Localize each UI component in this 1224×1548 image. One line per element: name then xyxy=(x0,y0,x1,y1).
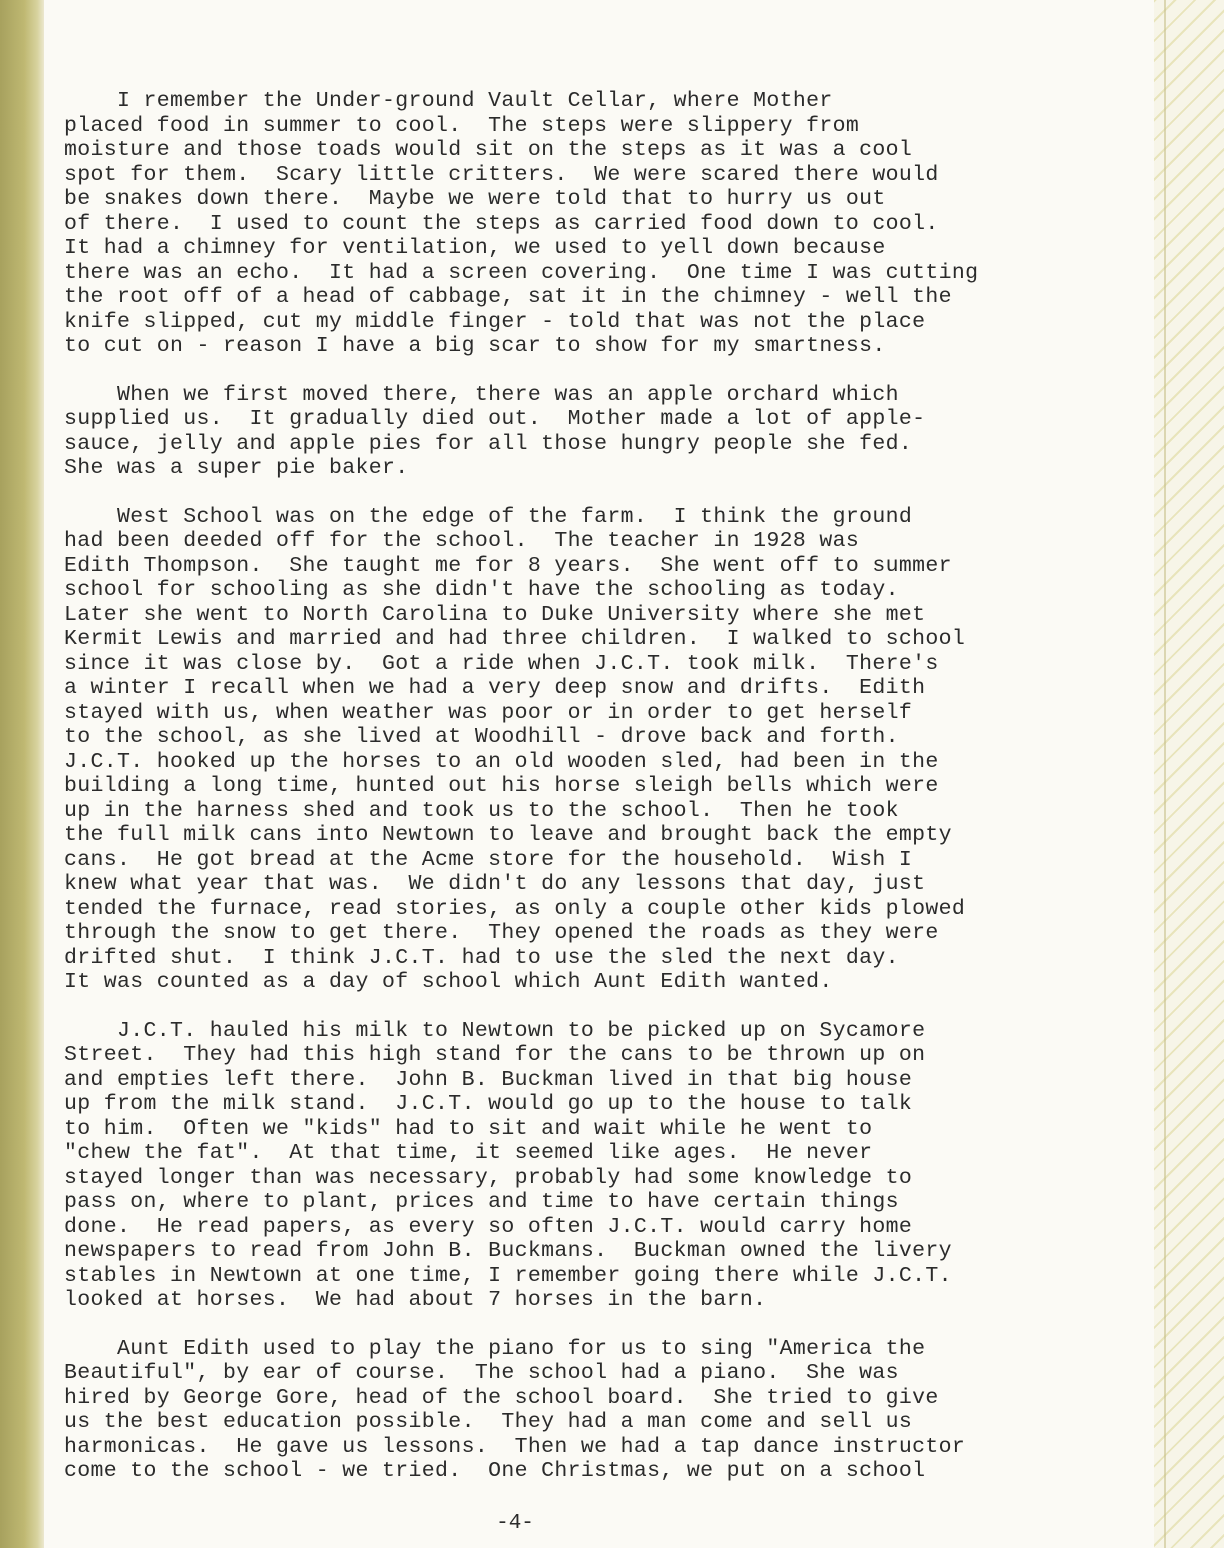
text-line: stayed with us, when weather was poor or in order to get herself xyxy=(64,700,913,725)
text-line: stayed longer than was necessary, probably had some knowledge to xyxy=(64,1165,913,1190)
text-line: up from the milk stand. J.C.T. would go up to the house to talk xyxy=(64,1092,913,1116)
text-line: stables in Newtown at one time, I remember going there while J.C.T. xyxy=(64,1263,952,1288)
text-line: come to the school - we tried. One Christmas, we put on a school xyxy=(64,1459,926,1483)
text-line: to cut on - reason I have a big scar to show for my smartness. xyxy=(64,334,886,358)
text-line: spot for them. Scary little critters. We were scared there would xyxy=(64,162,939,187)
text-line: the full milk cans into Newtown to leave and brought back the empty xyxy=(64,823,952,847)
text-line: J.C.T. hooked up the horses to an old wooden sled, had been in the xyxy=(64,749,939,774)
paragraph xyxy=(64,1337,978,1484)
text-line: supplied us. It gradually died out. Mother made a lot of apple- xyxy=(64,407,926,431)
text-line: When we first moved there, there was an apple orchard which xyxy=(64,382,899,407)
text-line: there was an echo. It had a screen covering. One time I was cutting xyxy=(64,260,979,285)
typed-text-body xyxy=(64,89,978,1508)
paragraph xyxy=(64,89,978,359)
paragraph xyxy=(64,1019,978,1313)
text-line: tended the furnace, read stories, as only a couple other kids plowed xyxy=(64,896,966,921)
text-line: sauce, jelly and apple pies for all those hungry people she fed. xyxy=(64,431,913,456)
text-line: It had a chimney for ventilation, we used to yell down because xyxy=(64,236,886,260)
text-line: had been deeded off for the school. The teacher in 1928 was xyxy=(64,529,860,553)
text-line: harmonicas. He gave us lessons. Then we had a tap dance instructor xyxy=(64,1434,966,1459)
text-line: us the best education possible. They had a man come and sell us xyxy=(64,1410,913,1434)
page-number: -4- xyxy=(496,1512,534,1535)
text-line: hired by George Gore, head of the school board. She tried to give xyxy=(64,1385,939,1410)
text-line: placed food in summer to cool. The steps were slippery from xyxy=(64,113,860,138)
text-line: West School was on the edge of the farm. I think the ground xyxy=(64,504,913,529)
text-line: Street. They had this high stand for the cans to be thrown up on xyxy=(64,1043,926,1067)
text-line: cans. He got bread at the Acme store for the household. Wish I xyxy=(64,847,913,872)
binding-strip xyxy=(0,0,44,1548)
text-line: done. He read papers, as every so often J.C.T. would carry home xyxy=(64,1214,913,1239)
text-line: building a long time, hunted out his horse sleigh bells which were xyxy=(64,774,939,798)
text-line: newspapers to read from John B. Buckmans. Buckman owned the livery xyxy=(64,1239,952,1263)
text-line: J.C.T. hauled his milk to Newtown to be picked up on Sycamore xyxy=(64,1018,926,1043)
text-line: Later she went to North Carolina to Duke University where she met xyxy=(64,602,926,627)
text-line: to him. Often we "kids" had to sit and wait while he went to xyxy=(64,1116,873,1141)
text-line: Edith Thompson. She taught me for 8 years. She went off to summer xyxy=(64,553,952,578)
text-line: She was a super pie baker. xyxy=(64,456,409,480)
text-line: and empties left there. John B. Buckman lived in that big house xyxy=(64,1067,913,1092)
text-line: "chew the fat". At that time, it seemed like ages. He never xyxy=(64,1141,873,1165)
text-line: Kermit Lewis and married and had three children. I walked to school xyxy=(64,627,966,651)
text-line: I remember the Under-ground Vault Cellar, where Mother xyxy=(64,89,833,113)
text-line: through the snow to get there. They opened the roads as they were xyxy=(64,921,939,945)
text-line: a winter I recall when we had a very deep snow and drifts. Edith xyxy=(64,676,926,700)
paragraph xyxy=(64,505,978,995)
text-line: moisture and those toads would sit on the steps as it was a cool xyxy=(64,138,913,162)
text-line: It was counted as a day of school which Aunt Edith wanted. xyxy=(64,970,833,994)
text-line: pass on, where to plant, prices and time to have certain things xyxy=(64,1190,899,1214)
text-line: to the school, as she lived at Woodhill - drove back and forth. xyxy=(64,725,899,749)
text-line: Aunt Edith used to play the piano for us to sing "America the xyxy=(64,1336,926,1361)
text-line: knife slipped, cut my middle finger - told that was not the place xyxy=(64,309,926,334)
text-line: of there. I used to count the steps as carried food down to cool. xyxy=(64,211,939,236)
paragraph xyxy=(64,383,978,481)
text-line: up in the harness shed and took us to the school. Then he took xyxy=(64,798,899,823)
text-line: be snakes down there. Maybe we were told that to hurry us out xyxy=(64,187,886,211)
page-edge xyxy=(1154,0,1224,1548)
text-line: drifted shut. I think J.C.T. had to use the sled the next day. xyxy=(64,945,899,970)
text-line: the root off of a head of cabbage, sat it in the chimney - well the xyxy=(64,285,952,309)
text-line: looked at horses. We had about 7 horses in the barn. xyxy=(64,1288,767,1312)
text-line: since it was close by. Got a ride when J.C.T. took milk. There's xyxy=(64,651,939,676)
text-line: Beautiful", by ear of course. The school had a piano. She was xyxy=(64,1361,899,1385)
text-line: knew what year that was. We didn't do any lessons that day, just xyxy=(64,872,926,896)
text-line: school for schooling as she didn't have the schooling as today. xyxy=(64,578,899,602)
